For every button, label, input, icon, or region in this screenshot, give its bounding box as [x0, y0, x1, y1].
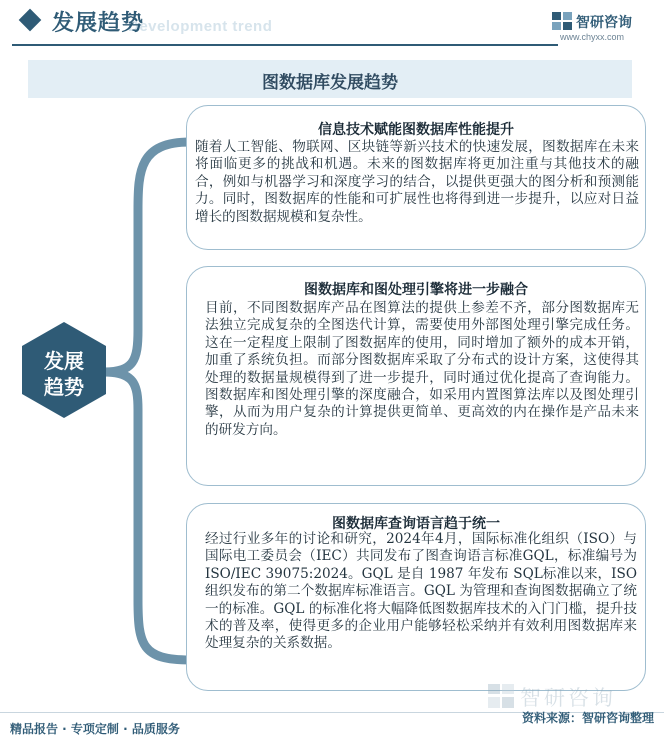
- footer-source: 资料来源：智研咨询整理: [521, 711, 654, 725]
- trend-card-1-body: 随着人工智能、物联网、区块链等新兴技术的快速发展，图数据库在未来将面临更多的挑战和机遇。未来的图数据库将更加注重与其他技术的融合，例如与机器学习和深度学习的结合，以提供更强大的图分析和预测能力。同时，图数据库的性能和可扩展性也将得到进一步提升，以应对日益增长的图数据规模和复杂性。: [195, 139, 639, 225]
- trend-card-1: [186, 105, 646, 250]
- side-label-text: [20, 348, 108, 400]
- trend-card-3-body: 经过行业多年的讨论和研究，2024年4月，国际标准化组织（ISO）与国际电工委员会（IEC）共同发布了图查询语言标准GQL，标准编号为 ISO/IEC 39075:2024。GQL 是自 1987 年发布 SQL标准以来，ISO 组织发布的第二个数据库标准语言。GQL 为管理和查询图数据确立了统一的标准。GQL 的标准化将大幅降低图数据库技术的入门门槛，提升技术的普及率，使得更多的企业用户能够轻松采纳并有效利用图数据库来处理复杂的关系数据。: [205, 531, 637, 652]
- side-label-line2: 趋势: [44, 375, 84, 399]
- brand-name: 智研咨询: [576, 15, 632, 31]
- trend-card-2-title: 图数据库和图处理引擎将进一步融合: [304, 282, 528, 298]
- brand: [552, 10, 642, 46]
- page-header: [0, 0, 664, 48]
- footer-slogan: 精品报告 · 专项定制 · 品质服务: [10, 722, 180, 736]
- side-label-hexagon: [20, 320, 108, 420]
- watermark-text: 智研咨询: [520, 686, 616, 710]
- trend-card-2: [186, 266, 646, 486]
- watermark-logo-icon: [488, 684, 514, 708]
- header-divider: [12, 44, 558, 46]
- trend-card-3-title: 图数据库查询语言趋于统一: [332, 516, 500, 532]
- trend-card-3: [186, 503, 646, 691]
- page-title: 发展趋势: [52, 10, 145, 36]
- brand-logo-icon: [552, 12, 572, 30]
- diamond-icon: [19, 9, 42, 32]
- trend-card-2-body: 目前，不同图数据库产品在图算法的提供上参差不齐，部分图数据库无法独立完成复杂的全图迭代计算，需要使用外部图处理引擎完成任务。这在一定程度上限制了图数据库的使用，同时增加了额外的成本开销，加重了系统负担。而部分图数据库采取了分布式的设计方案，这使得其处理的数据量规模得到了进一步提升，同时通过优化提高了查询能力。图数据库和图处理引擎的深度融合，如采用内置图算法库以及图处理引擎，从而为用户复杂的计算提供更简单、更高效的内在操作是产品未来的研发方向。: [205, 300, 639, 438]
- banner-title: 图数据库发展趋势: [262, 73, 398, 93]
- watermark: [488, 682, 658, 712]
- trend-card-1-title: 信息技术赋能图数据库性能提升: [318, 122, 514, 138]
- side-label-line1: 发展: [44, 349, 84, 373]
- header-subtitle-en: Development trend: [128, 18, 273, 35]
- brand-url: www.chyxx.com: [560, 32, 625, 42]
- section-banner: [28, 60, 632, 98]
